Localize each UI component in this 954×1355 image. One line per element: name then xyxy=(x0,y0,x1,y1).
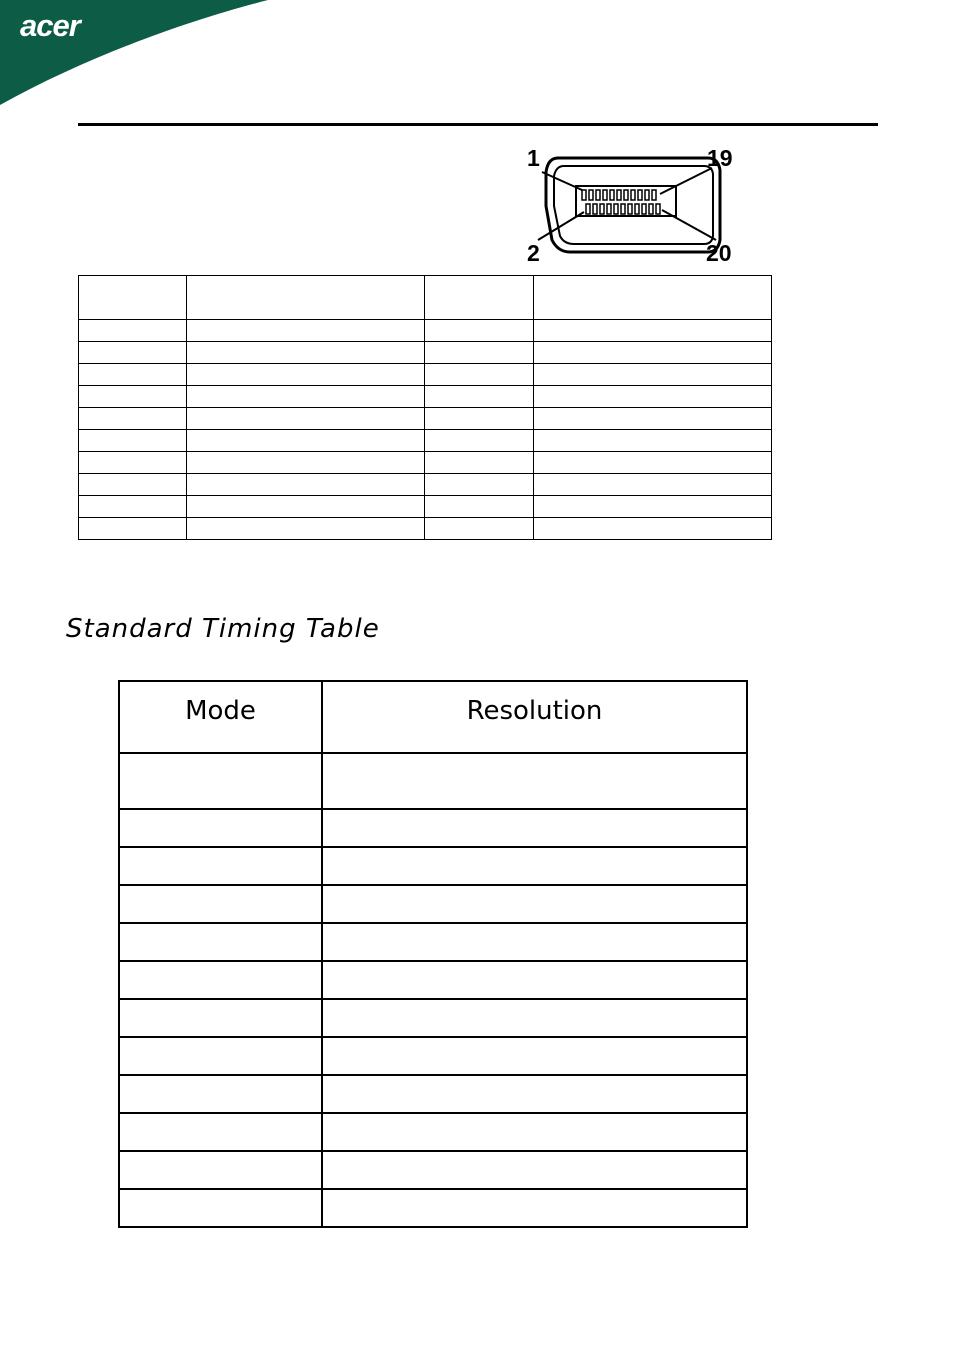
table-row xyxy=(119,923,747,961)
table-row xyxy=(79,320,772,342)
table-row xyxy=(79,430,772,452)
mode-header: Mode xyxy=(119,681,322,753)
table-row xyxy=(119,1113,747,1151)
table-row xyxy=(79,408,772,430)
table-row xyxy=(79,386,772,408)
table-row xyxy=(79,474,772,496)
resolution-header: Resolution xyxy=(322,681,747,753)
acer-logo: acer xyxy=(20,8,80,43)
pin-label-2: 2 xyxy=(527,240,540,266)
pin-label-1: 1 xyxy=(527,145,540,171)
table-row xyxy=(119,809,747,847)
table-row xyxy=(119,961,747,999)
table-row xyxy=(79,364,772,386)
connector-diagram xyxy=(520,140,750,270)
pin-label-20: 20 xyxy=(706,240,732,266)
section-title: Standard Timing Table xyxy=(66,614,380,644)
table-row xyxy=(119,999,747,1037)
table-row xyxy=(79,342,772,364)
pin-assignment-table xyxy=(78,275,772,540)
table-row xyxy=(119,847,747,885)
table-row xyxy=(79,518,772,540)
table-row xyxy=(119,885,747,923)
table-row xyxy=(79,452,772,474)
table-row xyxy=(119,1189,747,1227)
pin-label-19: 19 xyxy=(707,145,733,171)
table-row xyxy=(79,276,772,320)
table-row xyxy=(119,1151,747,1189)
table-row xyxy=(119,1037,747,1075)
standard-timing-table xyxy=(118,680,748,1228)
table-row xyxy=(119,753,747,809)
header-rule xyxy=(78,123,878,126)
table-row xyxy=(79,496,772,518)
table-row xyxy=(119,1075,747,1113)
